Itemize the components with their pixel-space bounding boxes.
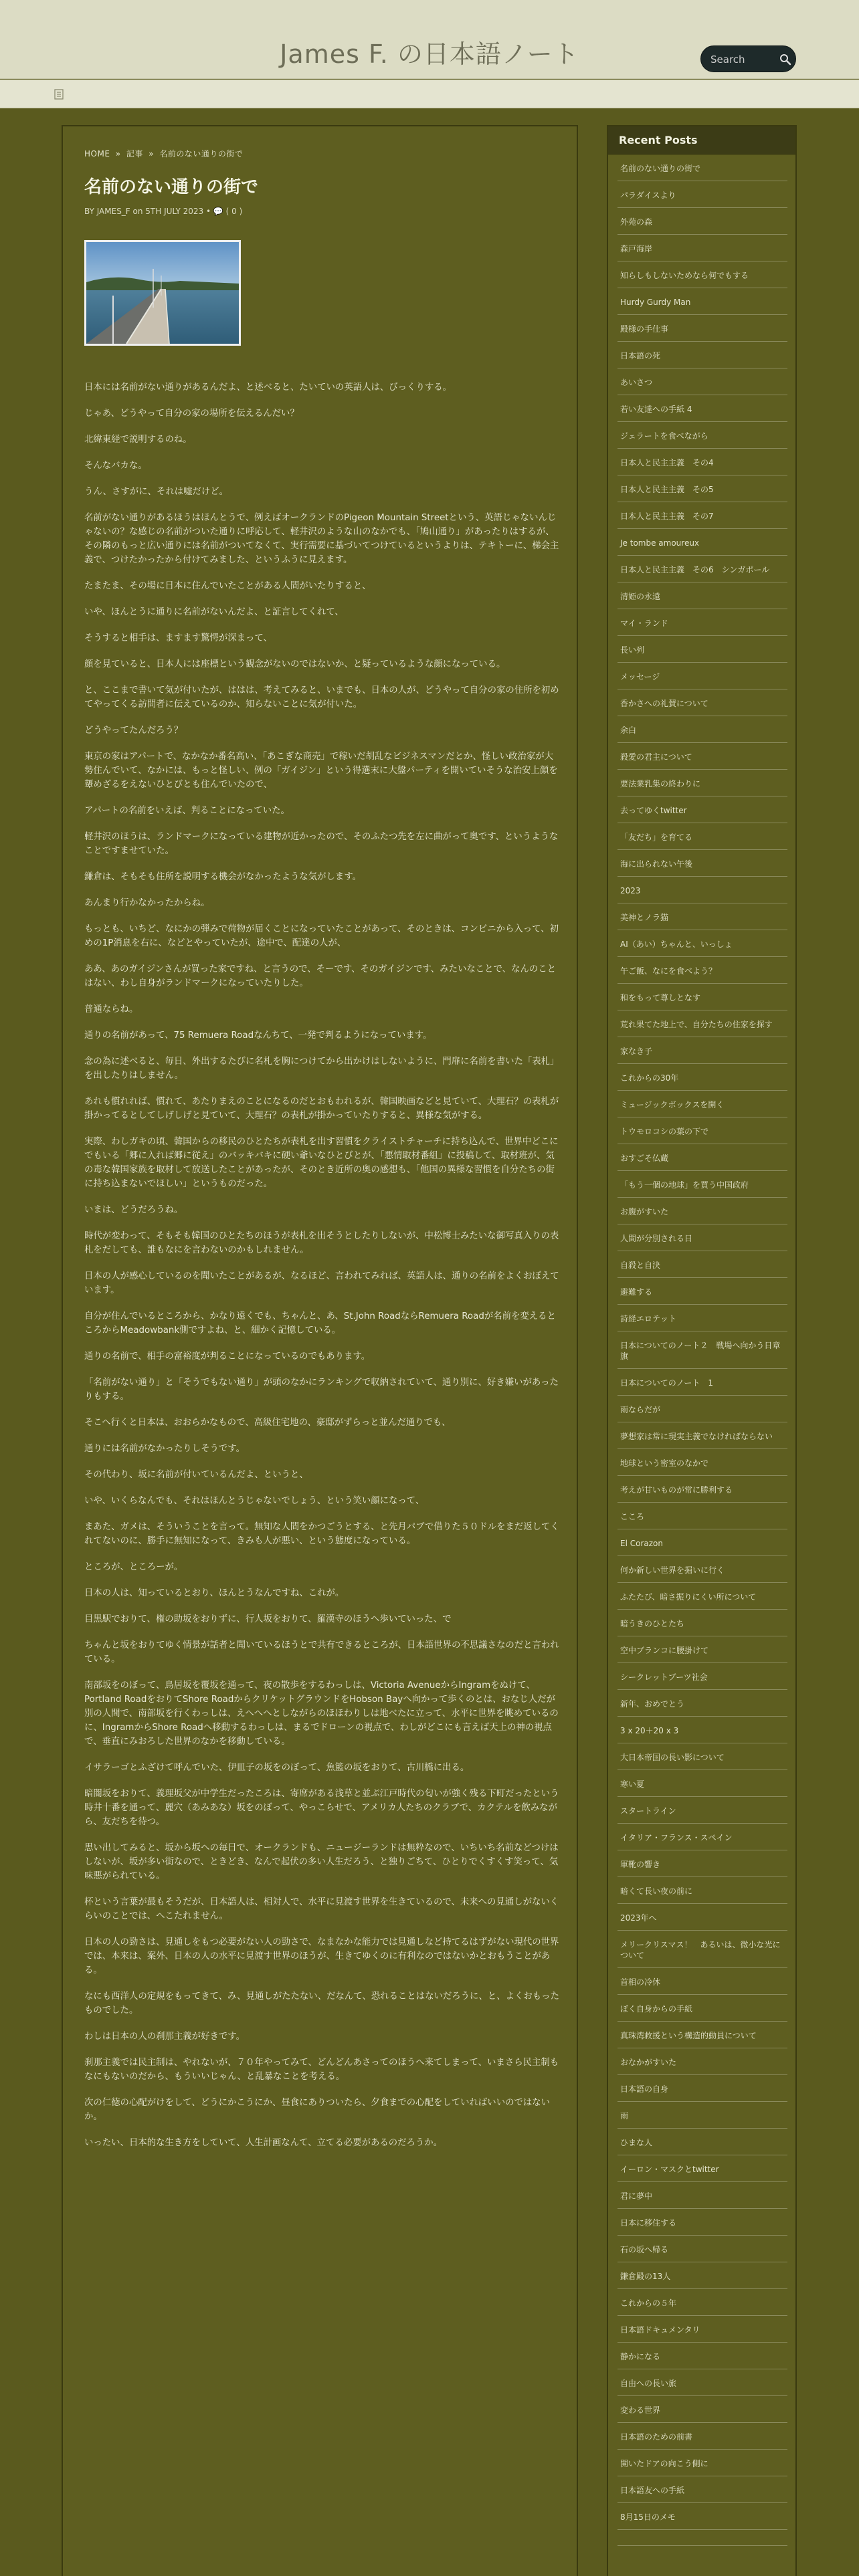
recent-post-link[interactable]: 3 x 20＋20 x 3 (617, 1717, 787, 1743)
recent-post-link[interactable]: 2023 (617, 877, 787, 903)
recent-post-link[interactable]: 避難する (617, 1278, 787, 1305)
recent-post-link[interactable]: 長い列 (617, 636, 787, 663)
post-paragraph: そんなバカな。 (84, 461, 147, 471)
post-paragraph: 日本の人が感心しているのを聞いたことがあるが、なるほど、言われてみれば、英語人は、通りの名前をよくおぼえています。 (84, 1271, 559, 1295)
recent-post-link[interactable]: 日本人と民主主義 その4 (617, 449, 787, 475)
post-paragraph: そこへ行くと日本は、おおらかなもので、高級住宅地の、豪邸がずらっと並んだ通りでも、 (84, 1418, 451, 1428)
post-paragraph: 顔を見ていると、日本人には座標という観念がないのではないか、と疑っているような顔になっている。 (84, 659, 506, 669)
recent-post-link[interactable]: 香かさへの礼賛について (617, 689, 787, 716)
post-paragraph: 時代が変わって、そもそも韓国のひとたちのほうが表札を出そうとしたりしないが、中松博士みたいな御写真入りの表札をだしても、誰もなにを言わないのかもしれません。 (84, 1231, 559, 1255)
search-box (700, 45, 796, 72)
breadcrumb-separator: » (149, 149, 155, 158)
recent-post-link[interactable]: メッセージ (617, 663, 787, 689)
post-paragraph: もっとも、いちど、なにかの弾みで荷物が届くことになっていたことがあって、そのときは、コンビニから入って、初めの1P消息を右に、などとやっていたが、途中で、配達の人が、 (84, 924, 559, 948)
post-paragraph: ああ、あのガイジンさんが買った家ですね、と言うので、そーです、そのガイジンです、みたいなことで、なんのことはない、わし自身がランドマークになっていたりした。 (84, 964, 557, 988)
post-paragraph: なにも西洋人の定規をもってきて、み、見通しがたたない、だなんて、恐れることはないだろうに、と、よくおもったものでした。 (84, 1992, 559, 2016)
post-paragraph: いったい、日本的な生き方をしていて、人生計画なんて、立てる必要があるのだろうか。 (84, 2138, 443, 2148)
post-paragraph: 軽井沢のほうは、ランドマークになっている建物が近かったので、そのふたつ先を左に曲がって奥です、というようなことですませていた。 (84, 832, 559, 856)
recent-post-link[interactable]: 日本についてのノート 1 (617, 1369, 787, 1396)
recent-post-link[interactable]: ぼく自身からの手紙 (617, 1995, 787, 2022)
recent-post-link[interactable]: 「友だち」を育てる (617, 823, 787, 850)
post-paragraph: 東京の家はアパートで、なかなか番名高い、「あこぎな商売」で稼いだ胡乱なビジネスマンだとか、怪しい政治家が大勢住んでいて、なかには、もっと怪しい、例の「ガイジン」という得選末に大盤パーティを開いていそうな治安上顔を顰めざるをえないひとびとも住んでいたので、 (84, 752, 558, 790)
post-paragraph: あれも慣れれば、慣れて、あたりまえのことになるのだとおもわれるが、韓国映画などと見ていて、大理石？の表札が掛かってるとしてしげしげと見ていて、大理石？の表札が掛かっていたりすると、異様な気がする。 (84, 1097, 559, 1121)
pier-photo (86, 242, 239, 344)
recent-post-link[interactable]: 海に出られない午後 (617, 850, 787, 877)
post-paragraph: イサラーゴとふざけて呼んでいた、伊皿子の坂をのぼって、魚籃の坂をおりて、古川橋に出る。 (84, 1763, 470, 1773)
breadcrumb-current: 名前のない通りの街で (159, 149, 244, 158)
menu-bar (0, 80, 859, 108)
recent-post-link[interactable]: メリークリスマス！ あるいは、微小な光について (617, 1931, 787, 1968)
recent-post-link[interactable]: イーロン・マスクとtwitter (617, 2155, 787, 2182)
recent-post-link[interactable]: おすごそ仏蔵 (617, 1144, 787, 1171)
recent-post-link[interactable]: 殺愛の君主について (617, 743, 787, 770)
recent-post-link[interactable]: 森戸海岸 (617, 235, 787, 261)
recent-post-link[interactable]: 変わる世界 (617, 2396, 787, 2423)
breadcrumb-separator: » (115, 149, 121, 158)
recent-post-link[interactable]: 自殺と自決 (617, 1251, 787, 1278)
recent-post-link[interactable]: 日本語の自身 (617, 2075, 787, 2102)
post-paragraph: 南部坂をのぼって、鳥居坂を覆坂を通って、夜の散歩をするわっしは、Victoria AvenueからIngramをぬけて、Portland RoadをおりてShore RoadからクリケットグラウンドをHobson Bayへ向かって歩くのとは、おなじ人だが別の人間で、南部坂を行くわっしは、えへへへとしながらのほほわりしは地べたに立って、水平に世界を眺めているのに、IngramからShore Roadへ移動するわっしは、まるでドローンの視点で、わしがどこにも言えば天上の神の視点で、垂直にみおろした世界のなかを移動している。 (84, 1681, 559, 1747)
post-paragraph: と、ここまで書いて気が付いたが、ははは、考えてみると、いまでも、日本の人が、どうやって自分の家の住所を初めてやってくる訪問者に伝えているのか、知らないことに気が付いた。 (84, 685, 559, 710)
recent-post-link[interactable]: 石の坂へ帰る (617, 2236, 787, 2262)
recent-post-link[interactable]: 要法業乳集の終わりに (617, 770, 787, 796)
post-paragraph: 暗闇坂をおりて、義理坂父が中学生だったころは、寄席がある浅草と並ぶ江戸時代の匂いが強く残る下町だったという時井十番を通って、麗穴（あみあな）坂をのぼって、やっこらせで、アメリカ人たちのクラブで、カクテルを飲みながら、友だちを待つ。 (84, 1789, 559, 1827)
post-paragraph: いまは、どうだろうね。 (84, 1205, 183, 1215)
recent-post-link[interactable]: 夢想家は常に現実主義でなければならない (617, 1422, 787, 1449)
recent-post-link[interactable]: これからの30年 (617, 1064, 787, 1091)
mobile-menu-icon[interactable] (54, 89, 64, 100)
recent-post-link[interactable]: 「もう一個の地球」を買う中国政府 (617, 1171, 787, 1198)
recent-post-link[interactable]: 日本人と民主主義 その5 (617, 475, 787, 502)
recent-post-link[interactable]: 暗くて長い夜の前に (617, 1877, 787, 1904)
recent-post-link[interactable]: 美神とノラ猫 (617, 903, 787, 930)
post-paragraph: 刹那主義では民主制は、やれないが、７０年やってみて、どんどんあさってのほうへ来てしまって、いまさら民主制もなにもないのだから、もういいじゃん、と乱暴なことを考える。 (84, 2058, 559, 2082)
recent-post-link[interactable]: 去ってゆくtwitter (617, 796, 787, 823)
post-paragraph: 目黒駅でおりて、権の助坂をおりずに、行人坂をおりて、羅漢寺のほうへ歩いていった、で (84, 1614, 452, 1624)
recent-post-link[interactable]: おなかがすいた (617, 2048, 787, 2075)
post-paragraph: 実際、わしガキの頃、韓国からの移民のひとたちが表札を出す習慣をクライストチャーチに持ち込んで、世界中どこにでもいる「郷に入れば郷に従え」のバッキバキに硬い爺いなひとびとが、「悪情取材番組」に投稿して、取材班が、気の毒な韓国家族を取材して放送したことがあったが、そのとき近所の奥の感想も、「他国の異様な習慣を自分たちの街に持ち込まないでほしい」というものだった。 (84, 1137, 559, 1189)
recent-post-link[interactable]: 雨 (617, 2102, 787, 2129)
recent-post-link[interactable]: トウモロコシの葉の下で (617, 1117, 787, 1144)
recent-post-link[interactable]: 雨ならだが (617, 1396, 787, 1422)
post-paragraph: いや、ほんとうに通りに名前がないんだよ、と証言してくれて、 (84, 607, 344, 617)
post-body (84, 381, 559, 2162)
breadcrumb-section[interactable]: 記事 (126, 149, 143, 158)
post-paragraph: 通りの名前で、相手の富裕度が判ることになっているのでもあります。 (84, 1352, 371, 1362)
recent-post-link[interactable]: 寒い夏 (617, 1770, 787, 1797)
post-paragraph: ところが、ところーが。 (84, 1562, 183, 1572)
recent-post-link[interactable]: 清姫の永遠 (617, 582, 787, 609)
post-featured-image[interactable] (84, 240, 241, 346)
recent-post-link[interactable]: 軍靴の響き (617, 1850, 787, 1877)
recent-post-link[interactable]: 開いたドアの向こう側に (617, 2450, 787, 2476)
recent-post-link[interactable]: 鎌倉殿の13人 (617, 2262, 787, 2289)
recent-post-link[interactable]: ジェラートを食べながら (617, 422, 787, 449)
recent-post-link[interactable]: 午ご飯、なにを食べよう？ (617, 957, 787, 984)
recent-post-link[interactable]: 知らしもしないためなら何でもする (617, 261, 787, 288)
recent-post-link[interactable]: 日本語の死 (617, 342, 787, 368)
post-paragraph: 普通ならね。 (84, 1004, 138, 1014)
sidebar-title: Recent Posts (608, 126, 795, 154)
post-title: 名前のない通りの街で (84, 177, 259, 197)
recent-post-link[interactable]: 日本人と民主主義 その6 シンガポール (617, 556, 787, 582)
recent-post-link[interactable]: イタリア・フランス・スペイン (617, 1824, 787, 1850)
recent-post-link[interactable]: ミュージックボックスを開く (617, 1091, 787, 1117)
post-paragraph: 次の仁徳の心配がけをして、どうにかこうにか、昼食にありついたら、夕食までの心配をしていればいいのではないか。 (84, 2098, 551, 2122)
post-meta: BY JAMES_F on 5TH JULY 2023 • 💬 ( 0 ) (84, 207, 243, 216)
post-paragraph: うん、さすがに、それは嘘だけど。 (84, 487, 229, 497)
post-paragraph: その代わり、坂に名前が付いているんだよ、というと、 (84, 1470, 308, 1480)
post-paragraph: 鎌倉は、そもそも住所を説明する機会がなかったような気がします。 (84, 872, 362, 882)
recent-post-link[interactable]: 日本についてのノート２ 戦場へ向かう日章旗 (617, 1331, 787, 1369)
recent-post-link[interactable]: Hurdy Gurdy Man (617, 288, 787, 315)
post-paragraph: 名前がない通りがあるほうはほんとうで、例えばオークランドのPigeon Mountain Streetという、英語じゃないんじゃないの？な感じの名前がついた通りに呼応して、軽井沢のような山のなかでも、「鳩山通り」があったりはするが、その隣のもっと広い通りには名前がついてなくて、実行需要に基づいてつけているというよりは、テキトーに、梯会主義で、つけたかったから付けてみました、というふうに見えます。 (84, 513, 559, 565)
recent-post-link[interactable]: 人間が分別される日 (617, 1224, 787, 1251)
recent-post-link[interactable]: お腹がすいた (617, 1198, 787, 1224)
recent-post-link[interactable]: 新年、おめでとう (617, 1690, 787, 1717)
recent-post-link[interactable]: El Corazon (617, 1529, 787, 1556)
recent-post-link[interactable]: 詩経エロテット (617, 1305, 787, 1331)
recent-post-link[interactable]: 日本語のための前書 (617, 2423, 787, 2450)
main-content (62, 125, 578, 2576)
recent-post-link[interactable]: 和をもって尊しとなす (617, 984, 787, 1010)
recent-post-link[interactable]: 若い友達への手紙 4 (617, 395, 787, 422)
recent-post-link[interactable]: 日本に移住する (617, 2209, 787, 2236)
recent-post-link[interactable]: 真珠湾救援という構造的動員について (617, 2022, 787, 2048)
recent-post-link[interactable]: 余白 (617, 716, 787, 743)
recent-post-link[interactable]: 荒れ果てた地上で、自分たちの住家を探す (617, 1010, 787, 1037)
recent-post-link[interactable]: マイ・ランド (617, 609, 787, 636)
site-header (0, 0, 859, 79)
recent-post-link[interactable]: 何か新しい世界を掘いに行く (617, 1556, 787, 1583)
recent-post-link[interactable]: 自由への長い旅 (617, 2369, 787, 2396)
recent-post-link[interactable]: ひまな人 (617, 2129, 787, 2155)
post-paragraph: 通りには名前がなかったりしそうです。 (84, 1444, 245, 1454)
post-paragraph: 杯という言葉が最もそうだが、日本語人は、相対人で、水平に見渡す世界を生きているので、未来への見通しがないくらいのことでは、へこたれません。 (84, 1897, 559, 1921)
recent-post-link[interactable]: シークレットブーツ社会 (617, 1663, 787, 1690)
post-paragraph: わしは日本の人の刹那主義が好きです。 (84, 2032, 245, 2042)
recent-post-link[interactable]: 大日本帝国の長い影について (617, 1743, 787, 1770)
recent-post-link[interactable]: 日本人と民主主義 その7 (617, 502, 787, 529)
recent-post-link[interactable]: 日本語ドキュメンタリ (617, 2316, 787, 2343)
recent-post-link[interactable]: AI（あい）ちゃんと、いっしょ (617, 930, 787, 957)
recent-post-link[interactable]: こころ (617, 1503, 787, 1529)
post-paragraph: じゃあ、どうやって自分の家の場所を伝えるんだい？ (84, 409, 299, 419)
post-paragraph: どうやってたんだろう？ (84, 726, 183, 736)
post-paragraph: アパートの名前をいえば、判ることになっていた。 (84, 806, 290, 816)
recent-post-link[interactable]: 8月15日のメモ (617, 2503, 787, 2530)
sidebar (607, 125, 797, 2576)
search-icon[interactable] (779, 53, 792, 66)
post-paragraph: 通りの名前があって、75 Remuera Roadなんちて、一発で判るようになっています。 (84, 1031, 432, 1041)
post-paragraph: 日本の人の勁さは、見通しをもつ必要がない人の勁さで、なまなかな能力では見通しなど持てるはずがない現代の世界では、本来は、案外、日本の人の水平に見渡す世界のほうが、生きてゆくのに有利なのではないかとおもうことがある。 (84, 1937, 559, 1975)
recent-post-link[interactable]: あいさつ (617, 368, 787, 395)
recent-post-link[interactable]: ふたたび、暗さ振りにくい所について (617, 1583, 787, 1610)
post-paragraph: 思い出してみると、坂から坂への毎日で、オークランドも、ニュージーランドは無粋なので、いちいち名前などつけはしないが、坂が多い街なので、ときどき、なんで起伏の多い人生だろう、と独りごちて、ひとりでくすくす笑って、気味悪がられている。 (84, 1843, 559, 1881)
recent-post-link[interactable]: 地球という密室のなかで (617, 1449, 787, 1476)
post-paragraph: 念の為に述べると、毎日、外出するたびに名札を胸につけてから出かけはしないように、門扉に名前を書いた「表札」を出したりはしません。 (84, 1057, 559, 1081)
post-paragraph: まあた、ガメは、そういうことを言って。無知な人間をかつごうとする、と先月パブで借りた５０ドルをまだ返してくれてないのに、勝手に無知になって、きみも人が悪い、という態度になっている。 (84, 1522, 559, 1546)
recent-post-link[interactable]: 考えが甘いものが常に勝利する (617, 1476, 787, 1503)
search-input[interactable] (705, 50, 779, 69)
post-paragraph: あんまり行かなかったからね。 (84, 898, 210, 908)
recent-post-link[interactable]: 君に夢中 (617, 2182, 787, 2209)
recent-post-link[interactable]: 名前のない通りの街で (617, 154, 787, 181)
post-paragraph: ちゃんと坂をおりてゆく情景が話者と聞いているほうとで共有できるところが、日本語世界の不思議さなのだと言われている。 (84, 1640, 559, 1665)
recent-post-link[interactable]: 殿様の手仕事 (617, 315, 787, 342)
recent-post-link[interactable]: 外苑の森 (617, 208, 787, 235)
recent-post-link[interactable]: 暗うきのひとたち (617, 1610, 787, 1636)
recent-post-link[interactable] (617, 2530, 787, 2546)
recent-post-link[interactable]: これからの５年 (617, 2289, 787, 2316)
recent-posts-list (617, 154, 787, 2546)
post-paragraph: たまたま、その場に日本に住んでいたことがある人間がいたりすると、 (84, 581, 371, 591)
post-paragraph: 自分が住んでいるところから、かなり遠くでも、ちゃんと、あ、St.John RoadならRemuera Roadが名前を変えるところからMeadowbank側ですよね、と、細かく記憶している。 (84, 1311, 556, 1335)
recent-post-link[interactable]: スタートライン (617, 1797, 787, 1824)
recent-post-link[interactable]: 空中ブランコに腰掛けて (617, 1636, 787, 1663)
recent-post-link[interactable]: 首相の冷休 (617, 1968, 787, 1995)
recent-post-link[interactable]: Je tombe amoureux (617, 529, 787, 556)
post-paragraph: 「名前がない通り」と「そうでもない通り」が頭のなかにランキングで収納されていて、通り別に、好き嫌いがあったりもする。 (84, 1378, 559, 1402)
site-title[interactable]: James F. の日本語ノート (280, 39, 579, 69)
post-paragraph: そうすると相手は、ますます驚愕が深まって、 (84, 633, 272, 643)
breadcrumb-home[interactable]: HOME (84, 149, 110, 158)
recent-post-link[interactable]: 日本語友への手紙 (617, 2476, 787, 2503)
post-paragraph: 日本には名前がない通りがあるんだよ、と述べると、たいていの英語人は、びっくりする。 (84, 383, 452, 393)
recent-post-link[interactable]: 静かになる (617, 2343, 787, 2369)
breadcrumb (84, 148, 246, 159)
recent-post-link[interactable]: 2023年へ (617, 1904, 787, 1931)
post-paragraph: いや、いくらなんでも、それはほんとうじゃないでしょう、という笑い顔になって、 (84, 1496, 425, 1506)
recent-post-link[interactable]: 家なき子 (617, 1037, 787, 1064)
post-paragraph: 日本の人は、知っているとおり、ほんとうなんですね、これが。 (84, 1588, 345, 1598)
post-paragraph: 北緯東経で説明するのね。 (84, 435, 192, 445)
recent-post-link[interactable]: パラダイスより (617, 181, 787, 208)
